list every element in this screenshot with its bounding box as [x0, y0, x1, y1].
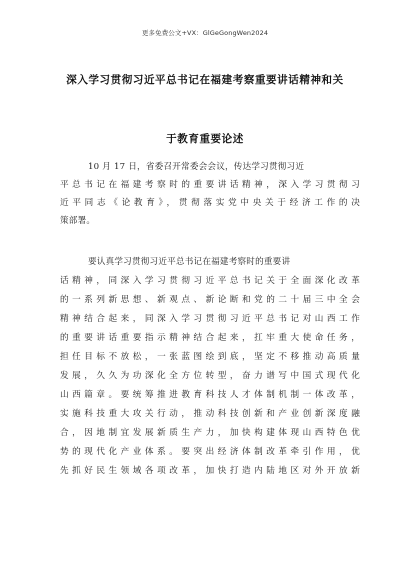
paragraph-1-line-4: 策部署。 [60, 216, 96, 226]
paragraph-2-line-11: 势的现代化产业体系。要突出经济体制改革牵引作用，优 [60, 447, 360, 457]
paragraph-2-line-2: 话精神，同深入学习贯彻习近平总书记关于全面深化改革 [60, 276, 360, 286]
paragraph-1-line-2: 平总书记在福建考察时的重要讲话精神，深入学习贯彻习 [60, 180, 360, 190]
document-title-line-1: 深入学习贯彻习近平总书记在福建考察重要讲话精神和关 [66, 74, 344, 86]
paragraph-1-line-1: 10 月 17 日，省委召开常委会会议，传达学习贯彻习近 [88, 162, 305, 172]
paragraph-2-line-6: 担任目标不放松，一张蓝图绘到底，坚定不移推动高质量 [60, 352, 360, 362]
paragraph-2-line-12: 先抓好民生领域各项改革，加快打造内陆地区对外开放新 [60, 466, 360, 476]
paragraph-2-line-7: 发展，久久为功深化全方位转型，奋力谱写中国式现代化 [60, 371, 360, 381]
header-note: 更多免费公文+VX：GlGeGongWen2024 [141, 29, 269, 37]
paragraph-2-line-8: 山西篇章。要统筹推进教育科技人才体制机制一体改革， [60, 390, 360, 400]
paragraph-1-line-3: 近平同志《论教育》，贯彻落实党中央关于经济工作的决 [60, 198, 360, 208]
paragraph-2-line-9: 实施科技重大攻关行动，推动科技创新和产业创新深度融 [60, 409, 360, 419]
document-title-line-2: 于教育重要论述 [166, 133, 244, 145]
paragraph-2-line-1: 要认真学习贯彻习近平总书记在福建考察时的重要讲 [88, 257, 291, 267]
paragraph-2-line-10: 合，因地制宜发展新质生产力，加快构建体现山西特色优 [60, 428, 360, 438]
paragraph-2-line-4: 精神结合起来，同深入学习贯彻习近平总书记对山西工作 [60, 314, 360, 324]
paragraph-2-line-3: 的一系列新思想、新观点、新论断和党的二十届三中全会 [60, 295, 360, 305]
paragraph-2-line-5: 的重要讲话重要指示精神结合起来，扛牢重大使命任务， [60, 333, 360, 343]
